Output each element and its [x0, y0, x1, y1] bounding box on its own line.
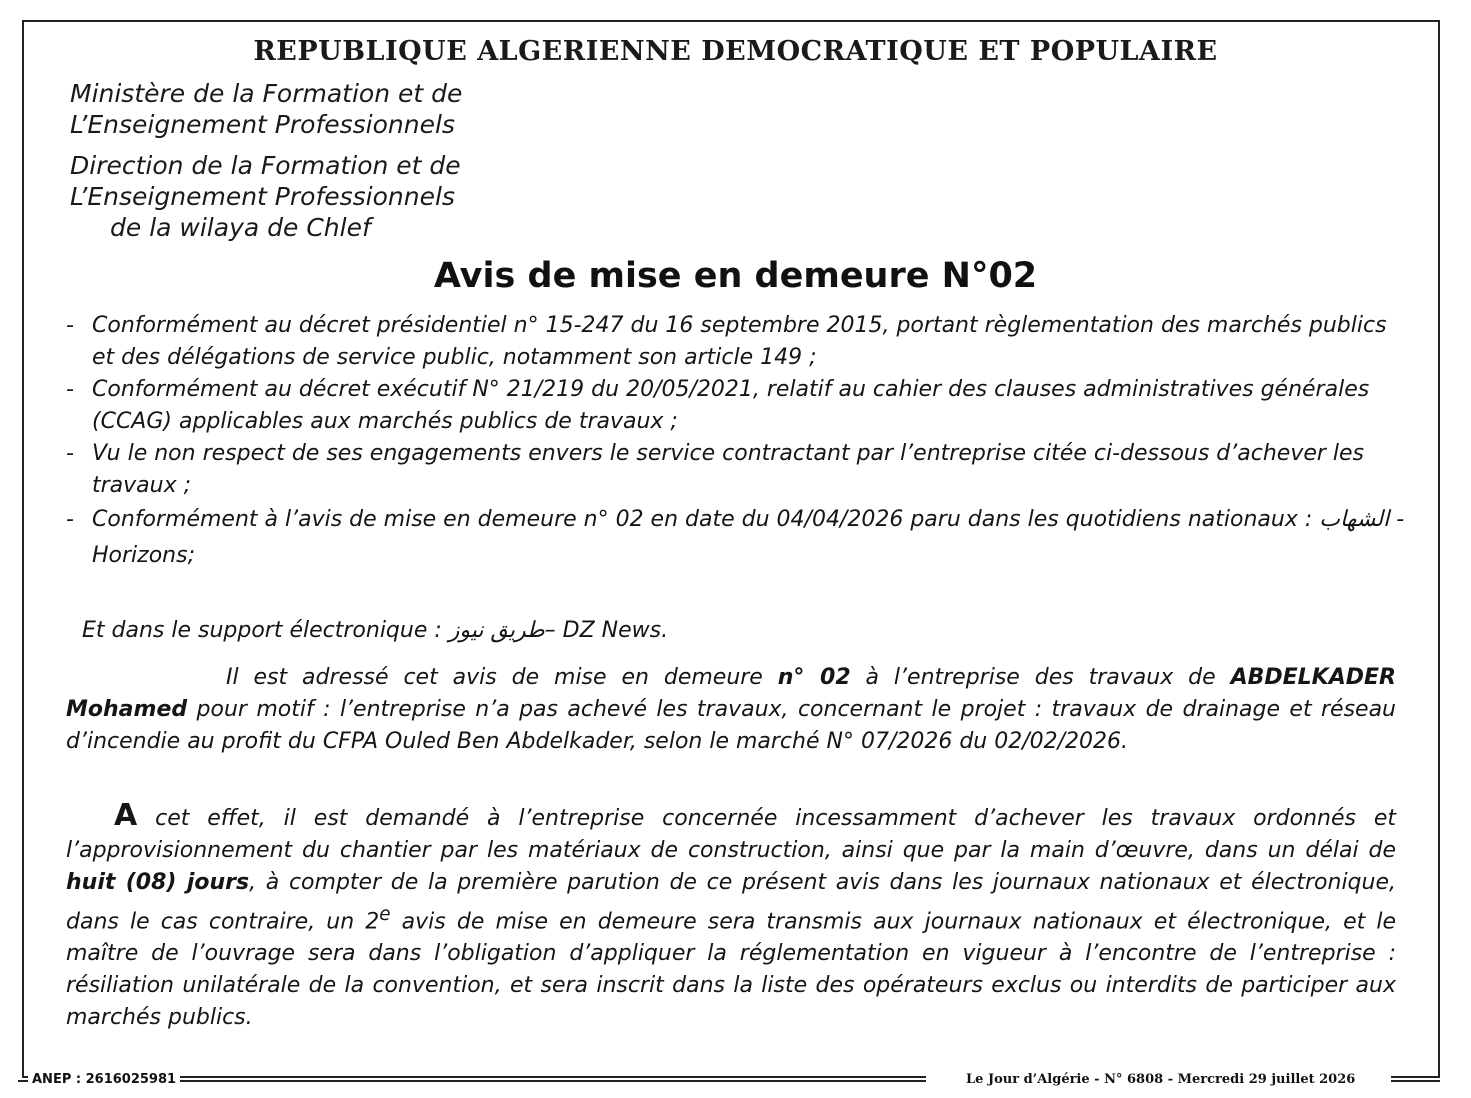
company-name: ABDELKADER Mohamed: [66, 665, 1396, 722]
notice-paragraph: Il est adressé cet avis de mise en demeure n° 02 à l’entreprise des travaux de ABDELKADER Mohamed pour motif : l’entreprise n’a pas achevé les travaux, concernant le projet : travaux de drainage et réseau d’incendie au profit du CFPA Ouled Ben Abdelkader, selon le marché N° 07/2026 du 02/02/2026.: [66, 665, 1396, 754]
anep-reference: ANEP : 2616025981: [28, 1072, 180, 1087]
demand-paragraph: A cet effet, il est demandé à l’entreprise concernée incessamment d’achever les travaux ordonnés et l’approvisionnement du chantier par les matériaux de construction, ainsi que par la main d’œuvre, dans un délai de huit (08) jours, à compter de la première parution de ce présent avis dans les journaux nationaux et électronique, dans le cas contraire, un 2e avis de mise en demeure sera transmis aux journaux nationaux et électronique, et le maître de l’ouvrage sera dans l’obligation d’appliquer la réglementation en vigueur à l’encontre de l’entreprise : résiliation unilatérale de la convention, et sera inscrit dans la liste des opérateurs exclus ou interdits de participer aux marchés publics.: [66, 798, 1396, 1031]
consideration-item: - Conformément au décret présidentiel n° 15-247 du 16 septembre 2015, portant règlementation des marchés publics et des délégations de service public, notamment son article 149 ;: [66, 313, 1387, 370]
direction-line: Direction de la Formation et de: [70, 151, 461, 180]
ministry-line: L’Enseignement Professionnels: [70, 110, 455, 139]
consideration-item: - Vu le non respect de ses engagements envers le service contractant par l’entreprise citée ci-dessous d’achever les travaux ;: [66, 441, 1365, 498]
direction-line: de la wilaya de Chlef: [110, 213, 371, 242]
deadline: huit (08) jours: [66, 870, 250, 895]
ministry-block: [70, 78, 462, 140]
consideration-item: - Conformément au décret exécutif N° 21/219 du 20/05/2021, relatif au cahier des clauses administratives générales (CCAG) applicables aux marchés publics de travaux ;: [66, 377, 1370, 434]
considerations-list: [66, 310, 1406, 574]
direction-block: [70, 150, 461, 243]
electronic-support-line: Et dans le support électronique : طريق نيوز– DZ News.: [82, 618, 669, 643]
notice-number: n° 02: [777, 665, 851, 690]
ministry-line: Ministère de la Formation et de: [70, 79, 463, 108]
drop-initial: A: [114, 798, 138, 833]
republic-heading: REPUBLIQUE ALGERIENNE DEMOCRATIQUE ET POPULAIRE: [253, 36, 1218, 67]
publication-reference: Le Jour d’Algérie - N° 6808 - Mercredi 29 juillet 2026: [926, 1072, 1391, 1087]
consideration-item: - Conformément à l’avis de mise en demeure n° 02 en date du 04/04/2026 paru dans les quotidiens nationaux : الشهاب - Horizons;: [66, 507, 1405, 568]
direction-line: L’Enseignement Professionnels: [70, 182, 455, 211]
notice-title: Avis de mise en demeure N°02: [433, 256, 1038, 296]
